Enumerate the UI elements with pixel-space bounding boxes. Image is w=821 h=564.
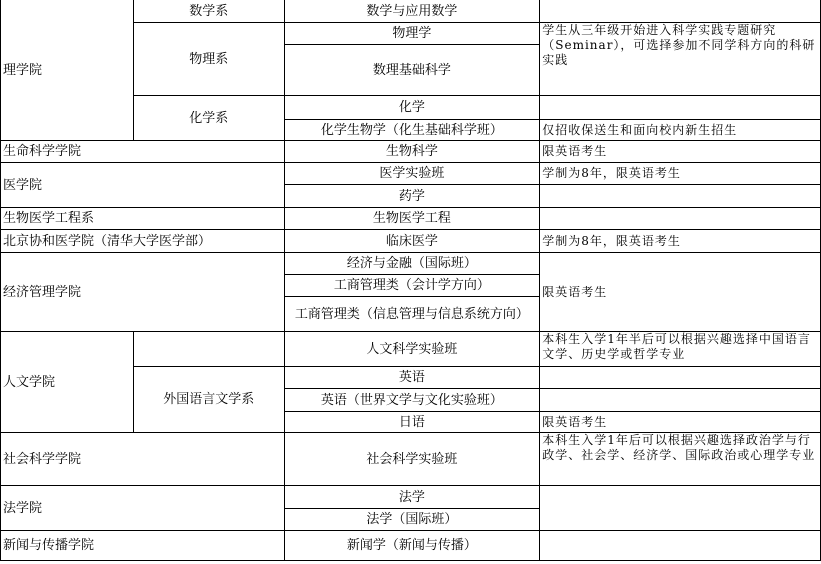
note-cell <box>540 531 821 561</box>
note-cell: 本科生入学1年半后可以根据兴趣选择中国语言文学、历史学或哲学专业 <box>540 332 821 367</box>
college-cell: 医学院 <box>1 163 285 208</box>
note-cell: 限英语考生 <box>540 141 821 163</box>
note-cell <box>540 367 821 389</box>
major-cell: 物理学 <box>284 23 540 45</box>
major-cell: 工商管理类（信息管理与信息系统方向） <box>284 297 540 332</box>
major-cell: 药学 <box>284 185 540 208</box>
table-row <box>1 486 821 509</box>
college-cell: 社会科学学院 <box>1 433 285 486</box>
table-row <box>1 332 821 367</box>
college-cell: 生物医学工程系 <box>1 208 285 230</box>
note-cell: 仅招收保送生和面向校内新生招生 <box>540 120 821 141</box>
note-cell <box>540 486 821 531</box>
table-row <box>1 433 821 486</box>
note-cell <box>540 208 821 230</box>
note-cell <box>540 185 821 208</box>
note-cell: 学制为8年，限英语考生 <box>540 230 821 253</box>
table-row <box>1 0 821 23</box>
college-cell: 人文学院 <box>1 332 134 433</box>
major-cell: 英语 <box>284 367 540 389</box>
major-cell: 医学实验班 <box>284 163 540 185</box>
department-cell: 外国语言文学系 <box>133 367 284 433</box>
table-row <box>1 208 821 230</box>
note-cell: 限英语考生 <box>540 253 821 332</box>
department-cell: 化学系 <box>133 96 284 141</box>
department-cell: 数学系 <box>133 0 284 23</box>
note-cell: 限英语考生 <box>540 412 821 433</box>
major-cell: 英语（世界文学与文化实验班） <box>284 389 540 412</box>
college-cell: 北京协和医学院（清华大学医学部） <box>1 230 285 253</box>
department-cell <box>133 332 284 367</box>
major-cell: 社会科学实验班 <box>284 433 540 486</box>
major-cell: 数学与应用数学 <box>284 0 540 23</box>
note-cell <box>540 96 821 120</box>
major-cell: 经济与金融（国际班） <box>284 253 540 275</box>
table-row <box>1 253 821 275</box>
college-cell: 新闻与传播学院 <box>1 531 285 561</box>
major-cell: 化学生物学（化生基础科学班） <box>284 120 540 141</box>
table-row <box>1 230 821 253</box>
major-cell: 临床医学 <box>284 230 540 253</box>
college-cell: 经济管理学院 <box>1 253 285 332</box>
major-cell: 法学（国际班） <box>284 509 540 531</box>
major-cell: 人文科学实验班 <box>284 332 540 367</box>
major-cell: 法学 <box>284 486 540 509</box>
major-cell: 新闻学（新闻与传播） <box>284 531 540 561</box>
major-cell: 化学 <box>284 96 540 120</box>
major-cell: 生物科学 <box>284 141 540 163</box>
major-cell: 生物医学工程 <box>284 208 540 230</box>
note-cell <box>540 389 821 412</box>
major-cell: 工商管理类（会计学方向） <box>284 275 540 297</box>
note-cell: 学生从三年级开始进入科学实践专题研究（Seminar），可选择参加不同学科方向的科研实践 <box>540 23 821 96</box>
major-cell: 日语 <box>284 412 540 433</box>
major-cell: 数理基础科学 <box>284 45 540 96</box>
college-cell: 理学院 <box>1 0 134 141</box>
table-row <box>1 163 821 185</box>
table-row <box>1 141 821 163</box>
college-cell: 法学院 <box>1 486 285 531</box>
note-cell: 本科生入学1年后可以根据兴趣选择政治学与行政学、社会学、经济学、国际政治或心理学专业 <box>540 433 821 486</box>
department-cell: 物理系 <box>133 23 284 96</box>
note-cell: 学制为8年，限英语考生 <box>540 163 821 185</box>
note-cell <box>540 0 821 23</box>
college-cell: 生命科学学院 <box>1 141 285 163</box>
table-row <box>1 531 821 561</box>
